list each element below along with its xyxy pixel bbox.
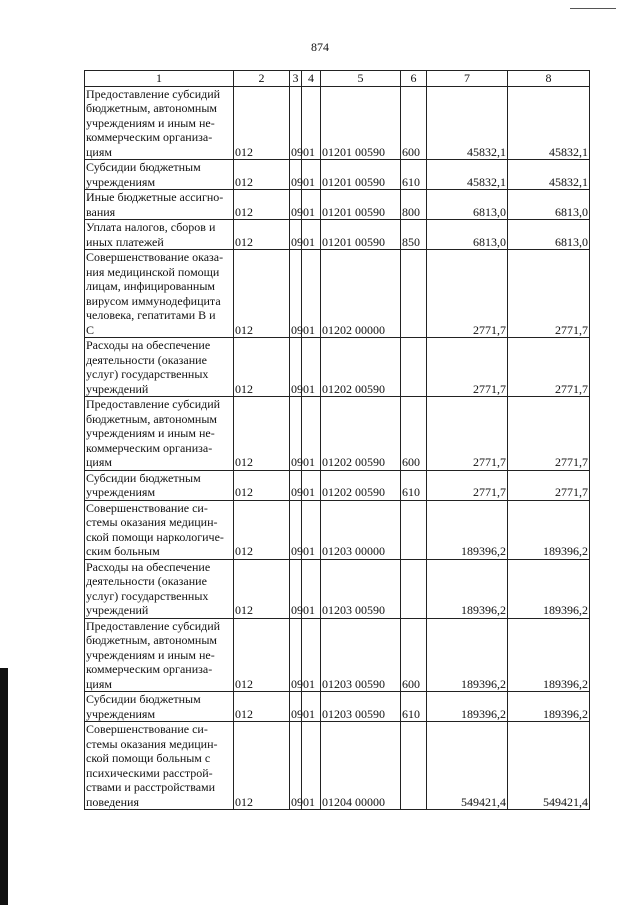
section-code-cell: 09 <box>290 338 302 397</box>
amount-cell: 189396,2 <box>427 618 508 692</box>
expense-type-cell <box>401 250 427 338</box>
expense-name-cell <box>85 722 234 810</box>
department-code-cell: 012 <box>234 220 290 250</box>
expense-name-line: учреждениям и иным не- <box>86 647 215 662</box>
target-article-cell: 01201 00590 <box>321 86 401 160</box>
expense-name-line: стемы оказания медицин- <box>86 736 218 751</box>
target-article-cell: 01202 00590 <box>321 338 401 397</box>
department-code-cell: 012 <box>234 618 290 692</box>
expense-name-line: Совершенствование си- <box>86 722 208 736</box>
expense-type-cell <box>401 338 427 397</box>
expense-name-line: учреждениям и иным не- <box>86 426 215 440</box>
expense-name-cell <box>85 190 234 220</box>
column-header: 2 <box>234 71 290 87</box>
expense-name-line: поведения <box>86 794 139 809</box>
expense-name-line: Субсидии бюджетным <box>86 692 201 706</box>
target-article-cell: 01201 00590 <box>321 190 401 220</box>
section-code-cell: 09 <box>290 160 302 190</box>
expense-type-cell: 600 <box>401 86 427 160</box>
table-row <box>85 618 590 692</box>
expense-name-line: коммерческим организа- <box>86 130 213 144</box>
expense-name-line: иных платежей <box>86 234 164 249</box>
target-article-cell: 01203 00000 <box>321 500 401 559</box>
amount-cell: 189396,2 <box>427 559 508 618</box>
expense-name-line: услуг) государственных <box>86 367 209 381</box>
amount-cell: 2771,7 <box>427 397 508 471</box>
expense-name-line: учреждений <box>86 603 149 617</box>
expense-type-cell: 600 <box>401 397 427 471</box>
column-header: 6 <box>401 71 427 87</box>
expense-type-cell: 600 <box>401 618 427 692</box>
expense-name-line: Предоставление субсидий <box>86 86 221 101</box>
amount-cell: 45832,1 <box>508 86 590 160</box>
subsection-code-cell: 01 <box>302 86 321 160</box>
expense-name-line: учреждениям <box>86 174 156 189</box>
subsection-code-cell: 01 <box>302 692 321 722</box>
expense-type-cell: 610 <box>401 160 427 190</box>
table-row <box>85 470 590 500</box>
subsection-code-cell: 01 <box>302 160 321 190</box>
expense-name-line: стемы оказания медицин- <box>86 515 218 529</box>
section-code-cell: 09 <box>290 397 302 471</box>
section-code-cell: 09 <box>290 190 302 220</box>
amount-cell: 189396,2 <box>508 500 590 559</box>
amount-cell: 6813,0 <box>427 190 508 220</box>
expense-type-cell <box>401 500 427 559</box>
expense-name-cell <box>85 470 234 500</box>
amount-cell: 2771,7 <box>427 250 508 338</box>
subsection-code-cell: 01 <box>302 559 321 618</box>
department-code-cell: 012 <box>234 470 290 500</box>
expense-name-line: деятельности (оказание <box>86 574 207 588</box>
section-code-cell: 09 <box>290 618 302 692</box>
expense-name-line: коммерческим организа- <box>86 440 213 455</box>
expense-name-line: Субсидии бюджетным <box>86 470 201 485</box>
expense-name-line: Уплата налогов, сборов и <box>86 220 216 234</box>
table-row <box>85 692 590 722</box>
amount-cell: 6813,0 <box>508 220 590 250</box>
amount-cell: 189396,2 <box>427 500 508 559</box>
column-header: 5 <box>321 71 401 87</box>
target-article-cell: 01202 00590 <box>321 470 401 500</box>
expense-name-cell <box>85 338 234 397</box>
expense-name-cell <box>85 559 234 618</box>
expense-name-line: Расходы на обеспечение <box>86 338 211 352</box>
subsection-code-cell: 01 <box>302 722 321 810</box>
expense-name-line: коммерческим организа- <box>86 662 213 676</box>
target-article-cell: 01202 00590 <box>321 397 401 471</box>
expense-name-line: С <box>86 322 95 337</box>
subsection-code-cell: 01 <box>302 397 321 471</box>
amount-cell: 45832,1 <box>427 86 508 160</box>
department-code-cell: 012 <box>234 397 290 471</box>
column-header: 7 <box>427 71 508 87</box>
department-code-cell: 012 <box>234 160 290 190</box>
expense-type-cell <box>401 722 427 810</box>
expense-type-cell: 850 <box>401 220 427 250</box>
subsection-code-cell: 01 <box>302 220 321 250</box>
expense-name-line: лицам, инфицированным <box>86 279 215 293</box>
amount-cell: 189396,2 <box>508 618 590 692</box>
amount-cell: 2771,7 <box>508 470 590 500</box>
expense-name-cell <box>85 160 234 190</box>
subsection-code-cell: 01 <box>302 618 321 692</box>
expense-name-line: Расходы на обеспечение <box>86 559 211 574</box>
column-header: 3 <box>290 71 302 87</box>
expense-name-line: учреждениям и иным не- <box>86 115 215 130</box>
expense-name-line: услуг) государственных <box>86 588 209 603</box>
expense-name-line: ским больным <box>86 544 160 558</box>
section-code-cell: 09 <box>290 500 302 559</box>
expense-type-cell <box>401 559 427 618</box>
amount-cell: 2771,7 <box>427 338 508 397</box>
amount-cell: 6813,0 <box>508 190 590 220</box>
amount-cell: 2771,7 <box>508 338 590 397</box>
amount-cell: 45832,1 <box>508 160 590 190</box>
amount-cell: 2771,7 <box>508 250 590 338</box>
amount-cell: 549421,4 <box>508 722 590 810</box>
expense-name-line: Предоставление субсидий <box>86 397 221 411</box>
expense-name-line: бюджетным, автономным <box>86 101 217 115</box>
subsection-code-cell: 01 <box>302 338 321 397</box>
expense-type-cell: 800 <box>401 190 427 220</box>
target-article-cell: 01203 00590 <box>321 692 401 722</box>
scan-edge-bar <box>0 668 8 905</box>
expense-type-cell: 610 <box>401 692 427 722</box>
department-code-cell: 012 <box>234 692 290 722</box>
expense-name-line: ния медицинской помощи <box>86 264 220 279</box>
expense-name-line: циям <box>86 455 112 469</box>
expense-name-line: ской помощи больным с <box>86 751 211 765</box>
header-row <box>85 71 590 87</box>
department-code-cell: 012 <box>234 338 290 397</box>
expense-name-line: учреждений <box>86 381 149 396</box>
amount-cell: 2771,7 <box>427 470 508 500</box>
expense-name-line: циям <box>86 676 112 691</box>
expense-name-line: деятельности (оказание <box>86 352 207 367</box>
section-code-cell: 09 <box>290 220 302 250</box>
expense-name-line: учреждениям <box>86 706 156 721</box>
table-row <box>85 500 590 559</box>
budget-table <box>84 70 590 810</box>
target-article-cell: 01204 00000 <box>321 722 401 810</box>
column-header: 4 <box>302 71 321 87</box>
section-code-cell: 09 <box>290 692 302 722</box>
subsection-code-cell: 01 <box>302 470 321 500</box>
table-row <box>85 722 590 810</box>
expense-name-cell <box>85 692 234 722</box>
amount-cell: 189396,2 <box>508 559 590 618</box>
top-rule <box>570 8 616 9</box>
expense-name-line: вирусом иммунодефицита <box>86 293 221 308</box>
expense-type-cell: 610 <box>401 470 427 500</box>
expense-name-line: Предоставление субсидий <box>86 618 221 633</box>
department-code-cell: 012 <box>234 190 290 220</box>
table-row <box>85 250 590 338</box>
expense-name-line: Субсидии бюджетным <box>86 160 201 174</box>
amount-cell: 6813,0 <box>427 220 508 250</box>
column-header: 8 <box>508 71 590 87</box>
expense-name-cell <box>85 397 234 471</box>
expense-name-line: бюджетным, автономным <box>86 633 217 647</box>
department-code-cell: 012 <box>234 500 290 559</box>
expense-name-line: ской помощи наркологиче- <box>86 529 224 544</box>
expense-name-line: циям <box>86 144 112 159</box>
target-article-cell: 01201 00590 <box>321 160 401 190</box>
subsection-code-cell: 01 <box>302 500 321 559</box>
table-row <box>85 190 590 220</box>
page-number: 874 <box>311 40 329 54</box>
table-row <box>85 160 590 190</box>
target-article-cell: 01203 00590 <box>321 618 401 692</box>
section-code-cell: 09 <box>290 559 302 618</box>
table-row <box>85 338 590 397</box>
department-code-cell: 012 <box>234 250 290 338</box>
expense-name-cell <box>85 250 234 338</box>
target-article-cell: 01202 00000 <box>321 250 401 338</box>
target-article-cell: 01203 00590 <box>321 559 401 618</box>
amount-cell: 189396,2 <box>508 692 590 722</box>
department-code-cell: 012 <box>234 559 290 618</box>
section-code-cell: 09 <box>290 86 302 160</box>
amount-cell: 45832,1 <box>427 160 508 190</box>
amount-cell: 189396,2 <box>427 692 508 722</box>
amount-cell: 2771,7 <box>508 397 590 471</box>
expense-name-line: психическими расстрой- <box>86 765 213 780</box>
expense-name-cell <box>85 618 234 692</box>
section-code-cell: 09 <box>290 250 302 338</box>
table-row <box>85 559 590 618</box>
section-code-cell: 09 <box>290 470 302 500</box>
expense-name-cell <box>85 500 234 559</box>
department-code-cell: 012 <box>234 722 290 810</box>
expense-name-line: Совершенствование си- <box>86 500 208 515</box>
expense-name-cell <box>85 220 234 250</box>
expense-name-line: вания <box>86 204 116 219</box>
expense-name-line: бюджетным, автономным <box>86 411 217 426</box>
table-row <box>85 397 590 471</box>
expense-name-line: учреждениям <box>86 485 156 499</box>
subsection-code-cell: 01 <box>302 190 321 220</box>
column-header: 1 <box>85 71 234 87</box>
subsection-code-cell: 01 <box>302 250 321 338</box>
department-code-cell: 012 <box>234 86 290 160</box>
target-article-cell: 01201 00590 <box>321 220 401 250</box>
table-row <box>85 86 590 160</box>
section-code-cell: 09 <box>290 722 302 810</box>
amount-cell: 549421,4 <box>427 722 508 810</box>
expense-name-line: Совершенствование оказа- <box>86 250 224 264</box>
expense-name-line: ствами и расстройствами <box>86 780 216 794</box>
expense-name-cell <box>85 86 234 160</box>
expense-name-line: человека, гепатитами В и <box>86 308 216 322</box>
expense-name-line: Иные бюджетные ассигно- <box>86 190 224 204</box>
table-row <box>85 220 590 250</box>
